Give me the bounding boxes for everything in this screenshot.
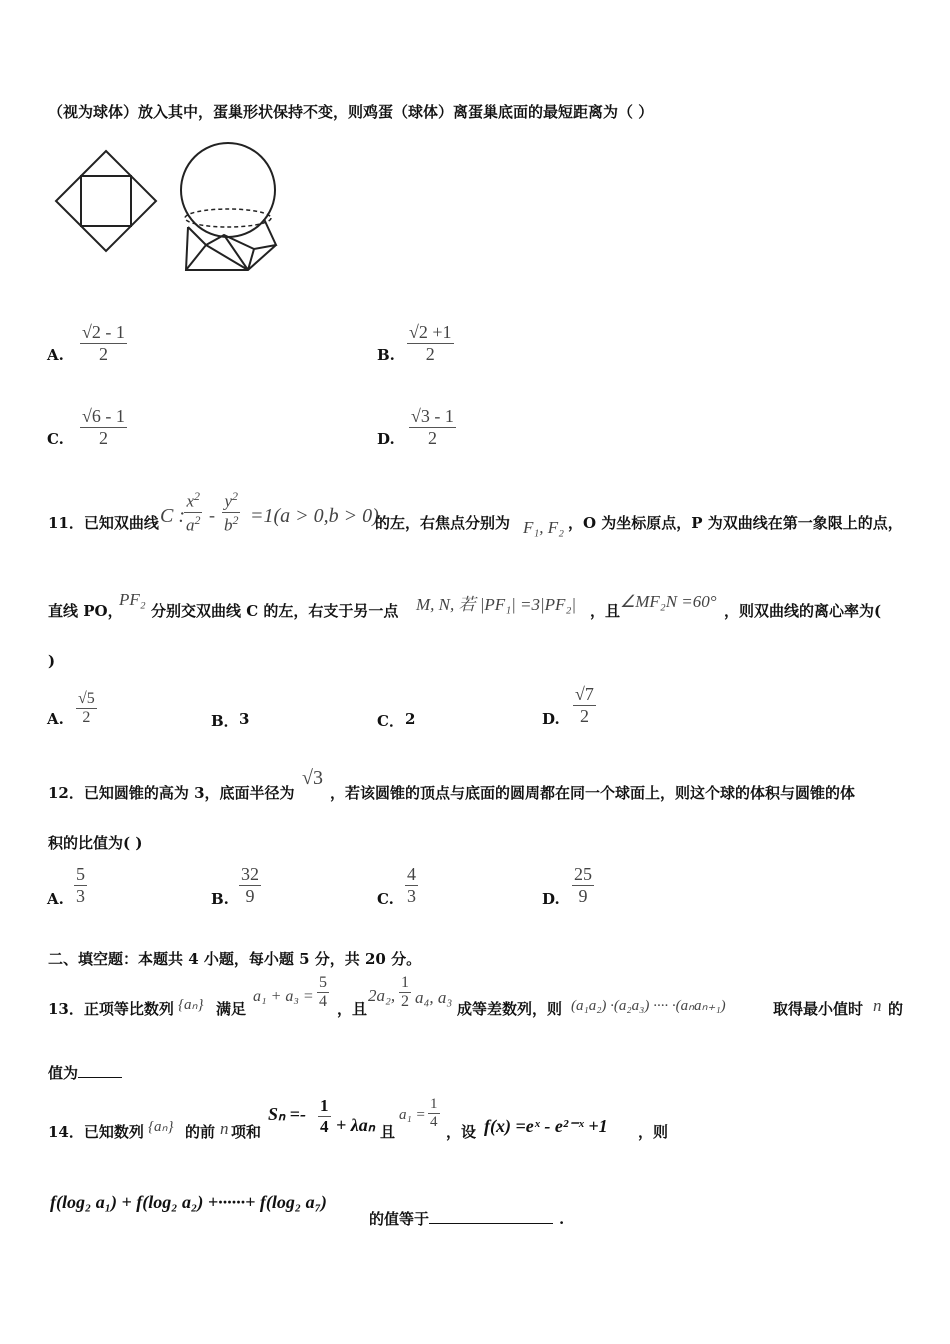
question-12-line-2: 积的比值为( ) — [48, 834, 143, 852]
q11-option-c-label: C． — [377, 712, 404, 730]
option-b-value: √2 +1 2 — [409, 322, 452, 364]
question-11-number: 11．已知双曲线 — [48, 514, 159, 532]
q11-option-c-value: 2 — [405, 710, 416, 728]
q14-a1-fraction: 1 4 — [430, 1096, 438, 1130]
q14-n: n — [220, 1119, 229, 1138]
q11-option-d-value: √7 2 — [575, 684, 594, 726]
egg-nest-figure — [48, 135, 288, 280]
option-c-value: √6 - 1 2 — [82, 406, 125, 448]
pf2-symbol: PF₂ — [119, 590, 146, 609]
q12-option-a-value: 5 3 — [76, 864, 85, 906]
q13-product: (a₁a₂) ·(a₂a₃) ···· ·(aₙaₙ₊₁) — [571, 998, 726, 1014]
q13-answer-blank[interactable] — [78, 1077, 122, 1078]
q11-option-a-label: A. — [47, 710, 64, 728]
question-14-a: 14．已知数列 — [48, 1123, 144, 1141]
option-a-value: √2 - 1 2 — [82, 322, 125, 364]
foci-symbols: F₁, F₂ — [523, 518, 565, 537]
q13-sequence: {aₙ} — [178, 997, 204, 1013]
question-10-text: （视为球体）放入其中，蛋巢形状保持不变，则鸡蛋（球体）离蛋巢底面的最短距离为（ ） — [48, 103, 654, 121]
q14-end-period: . — [559, 1210, 565, 1228]
mn-condition: M, N, 若 |PF₁| =3|PF₂| — [416, 595, 577, 614]
q12-option-c-label: C. — [377, 890, 394, 908]
radius-sqrt3: √3 — [302, 767, 323, 789]
q12-option-c-value: 4 3 — [407, 864, 416, 906]
question-12-line-1b: ，若该圆锥的顶点与底面的圆周都在同一个球面上，则这个球的体积与圆锥的体 — [330, 784, 856, 802]
nest-top-view-square — [81, 176, 131, 226]
q13-half: 1 2 — [401, 974, 409, 1010]
sphere-cross-section — [185, 209, 271, 227]
hyperbola-equation-tail: =1(a > 0,b > 0) — [250, 505, 379, 527]
section-2-heading: 二、填空题：本题共 4 小题，每小题 5 分，共 20 分。 — [48, 950, 422, 968]
q14-sequence: {aₙ} — [148, 1119, 174, 1135]
question-14-c: 项和 — [231, 1123, 262, 1141]
hyperbola-y-term: $y^2$ $b^2$ — [224, 489, 239, 535]
question-12-line-1a: 12．已知圆锥的高为 3，底面半径为 — [48, 784, 295, 802]
option-b-label: B. — [377, 346, 395, 364]
question-11-line-2d: ，则双曲线的离心率为( — [724, 602, 882, 620]
q14-answer-prompt: 的值等于 — [369, 1210, 430, 1228]
q14-sn: Sₙ =- — [268, 1104, 306, 1124]
q12-option-d-value: 25 9 — [574, 864, 592, 906]
q13-n: n — [873, 996, 882, 1015]
q13-answer-prompt: 值为 — [48, 1064, 79, 1082]
egg-sphere — [181, 143, 275, 237]
q13-sum-equation: a₁ + a₃ = — [253, 988, 314, 1005]
question-13-a: 13．正项等比数列 — [48, 1000, 174, 1018]
question-11-line-2b: 分别交双曲线 C 的左，右支于另一点 — [151, 602, 399, 620]
minus-sign: - — [209, 505, 215, 525]
question-11-text-1: 的左，右焦点分别为 — [375, 514, 511, 532]
q14-a1: a₁ = — [399, 1107, 426, 1123]
q11-option-d-label: D. — [542, 710, 560, 728]
question-11-close-paren: ) — [48, 652, 56, 670]
question-13-e: 取得最小值时 — [773, 1000, 864, 1018]
angle-condition: ∠MF₂N =60° — [620, 592, 717, 611]
question-14-d: 且 — [380, 1123, 396, 1141]
question-13-b: 满足 — [216, 1000, 247, 1018]
q12-option-b-label: B. — [211, 890, 229, 908]
q12-option-a-label: A. — [47, 890, 64, 908]
hyperbola-name: C : — [160, 505, 185, 527]
q11-option-a-value: √5 2 — [78, 690, 95, 726]
q13-terms-a4-a3: a₄, a₃ — [415, 988, 453, 1007]
q14-sn-tail: + λaₙ — [336, 1115, 375, 1135]
question-11-line-2c: ，且 — [590, 602, 621, 620]
option-a-label: A. — [47, 346, 64, 364]
question-11-text-2: ，O 为坐标原点，P 为双曲线在第一象限上的点， — [568, 514, 903, 532]
question-13-line-2 — [48, 1062, 122, 1083]
q13-term-2a2: 2a₂, — [368, 986, 396, 1005]
hyperbola-x-term: $x^2$ $a^2$ — [186, 489, 201, 535]
q14-answer-blank[interactable] — [429, 1223, 553, 1224]
q14-sum-expression: f(log₂ a₁) + f(log₂ a₂) +······+ f(log₂ a₇) — [50, 1192, 327, 1212]
q11-option-b-label: B． — [211, 712, 239, 730]
q13-sum-value: 5 4 — [319, 974, 327, 1010]
q14-sn-fraction: 1 4 — [320, 1096, 329, 1136]
question-14-e: ，设 — [446, 1123, 477, 1141]
question-14-g — [369, 1208, 564, 1229]
q12-option-b-value: 32 9 — [241, 864, 259, 906]
q14-function: f(x) =eˣ - e²⁻ˣ +1 — [484, 1116, 608, 1136]
option-c-label: C. — [47, 430, 64, 448]
question-11-line-2a: 直线 PO， — [48, 602, 123, 620]
question-14-b: 的前 — [185, 1123, 216, 1141]
option-d-value: √3 - 1 2 — [411, 406, 454, 448]
question-13-c: ，且 — [337, 1000, 368, 1018]
question-13-f: 的 — [888, 1000, 904, 1018]
question-14-f: ，则 — [638, 1123, 669, 1141]
nest-top-view-diamond — [56, 151, 156, 251]
option-d-label: D. — [377, 430, 395, 448]
question-13-d: 成等差数列，则 — [457, 1000, 563, 1018]
q12-option-d-label: D. — [542, 890, 560, 908]
q11-option-b-value: 3 — [239, 710, 250, 728]
